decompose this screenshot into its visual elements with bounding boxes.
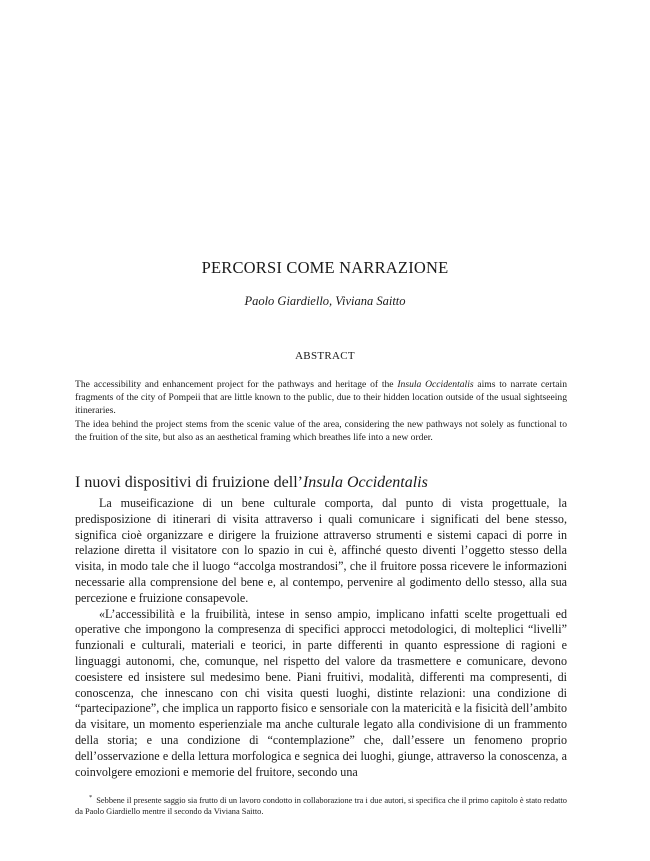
abstract-body bbox=[75, 378, 567, 444]
footnote-marker: * bbox=[89, 794, 93, 801]
footnote-text: Sebbene il presente saggio sia frutto di un lavoro condotto in collaborazione tra i due autori, si specifica che il primo capitolo è stato redatto da Paolo Giardiello mentre il secondo da Viviana Saitto. bbox=[75, 795, 567, 816]
abstract-paragraph-2: The idea behind the project stems from the scenic value of the area, considering the new pathways not solely as functional to the fruition of the site, but also as an aesthetical framing which breathes life into a new order. bbox=[75, 418, 567, 443]
section-heading bbox=[75, 474, 567, 492]
abstract-paragraph-1 bbox=[75, 378, 567, 418]
body-text bbox=[75, 496, 567, 780]
paper-title: PERCORSI COME NARRAZIONE bbox=[201, 258, 449, 277]
footnote bbox=[75, 792, 567, 817]
abstract-p1-italic: Insula Occidentalis bbox=[397, 379, 474, 390]
abstract-p1-text-a: The accessibility and enhancement project for the pathways and heritage of the bbox=[75, 379, 398, 390]
body-paragraph-2: «L’accessibilità e la fruibilità, intese in senso ampio, implicano infatti scelte progettuali ed operative che impongono la compresenza di specifici approcci metodologici, di molteplici “livelli” funzionali e culturali, materiali e teorici, in parte differenti in quanto espressione di ragioni e linguaggi autonomi, che, comunque, nel rispetto del valore da trasmettere e comunicare, devono coesistere ed insistere sul medesimo bene. Piani fruitivi, modalità, differenti ma compresenti, di conoscenza, che innescano con chi visita questi luoghi, distinte relazioni: una condizione di “partecipazione”, che implica un rapporto fisico e sensoriale con la matericità e la fisicità dell’ambito da visitare, un momento esperienziale ma anche culturale legato alla condivisione di un frammento della storia; e una condizione di “contemplazione” che, dall’essere un fenomeno proprio dell’osservazione e della lettura morfologica e segnica dei luoghi, giunge, attraverso la conoscenza, a coinvolgere emozioni e memorie del fruitore, secondo una bbox=[75, 606, 567, 779]
abstract-p1-text-b: aims to narrate certain fragments of the city of Pompeii that are little known to the public, due to their hidden location outside of the usual sightseeing itineraries. bbox=[75, 379, 568, 417]
section-heading-italic: Insula Occidentalis bbox=[302, 474, 428, 491]
body-paragraph-1: La museificazione di un bene culturale comporta, dal punto di vista progettuale, la predisposizione di itinerari di visita attraverso i quali comunicare i significati del bene stesso, significa cioè organizzare e dirigere la fruizione attraverso strumenti e sistemi capaci di porre in relazione diretta il visitatore con lo spazio in cui è, affinché questo diventi l’oggetto stesso della visita, in modo tale che il luogo “accolga mostrandosi”, che il fruitore possa ricevere le informazioni necessarie alla comprensione del bene e, al contempo, pervenire al godimento dello stesso, alla sua percezione e fruizione consapevole. bbox=[75, 496, 567, 605]
paper-authors: Paolo Giardiello, Viviana Saitto bbox=[244, 294, 406, 308]
section-heading-text: I nuovi dispositivi di fruizione dell’ bbox=[75, 474, 303, 491]
abstract-heading: ABSTRACT bbox=[295, 350, 355, 362]
